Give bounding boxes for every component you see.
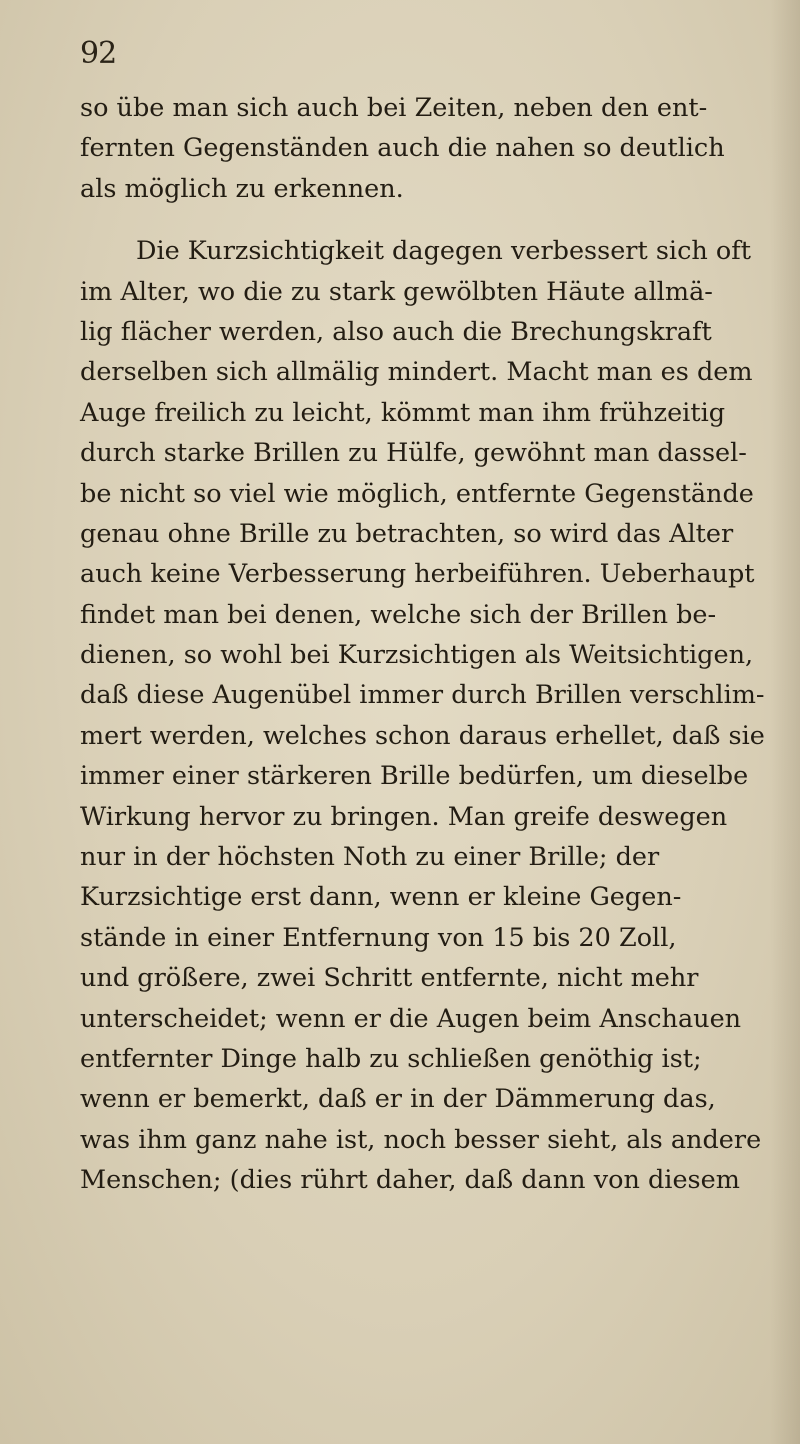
text-line: genau ohne Brille zu betrachten, so wird das Alter xyxy=(80,518,734,549)
text-line: im Alter, wo die zu stark gewölbten Häute allmä- xyxy=(80,276,713,307)
text-line: als möglich zu erkennen. xyxy=(80,173,404,204)
text-line: dienen, so wohl bei Kurzsichtigen als Weitsichtigen, xyxy=(80,640,754,671)
page-number: 92 xyxy=(80,36,117,71)
text-line: stände in einer Entfernung von 15 bis 20 Zoll, xyxy=(80,922,677,953)
text-line: und größere, zwei Schritt entfernte, nicht mehr xyxy=(80,963,699,994)
page-edge-shadow xyxy=(770,0,800,1444)
text-line: derselben sich allmälig mindert. Macht man es dem xyxy=(80,357,753,388)
text-line: Wirkung hervor zu bringen. Man greife deswegen xyxy=(80,801,728,832)
text-line: wenn er bemerkt, daß er in der Dämmerung das, xyxy=(80,1084,716,1115)
text-line: nur in der höchsten Noth zu einer Brille; der xyxy=(80,842,660,873)
text-line: findet man bei denen, welche sich der Brillen be- xyxy=(80,599,717,630)
text-line: auch keine Verbesserung herbeiführen. Ueberhaupt xyxy=(80,559,755,590)
text-line: lig flächer werden, also auch die Brechungskraft xyxy=(80,316,712,347)
text-line: mert werden, welches schon daraus erhellet, daß sie xyxy=(80,720,765,751)
text-line: daß diese Augenübel immer durch Brillen verschlim- xyxy=(80,680,765,711)
text-line: was ihm ganz nahe ist, noch besser sieht, als andere xyxy=(80,1124,762,1155)
text-line: unterscheidet; wenn er die Augen beim Anschauen xyxy=(80,1003,742,1034)
text-line: Kurzsichtige erst dann, wenn er kleine Gegen- xyxy=(80,882,682,913)
text-line: so übe man sich auch bei Zeiten, neben den ent- xyxy=(80,93,708,123)
paragraph-gap xyxy=(80,209,780,231)
text-line: entfernter Dinge halb zu schließen genöthig ist; xyxy=(80,1043,702,1074)
body-text xyxy=(80,88,780,1201)
text-line: durch starke Brillen zu Hülfe, gewöhnt man dassel- xyxy=(80,438,747,469)
text-line: Menschen; (dies rührt daher, daß dann von diesem xyxy=(80,1165,740,1196)
text-line: immer einer stärkeren Brille bedürfen, um dieselbe xyxy=(80,761,749,792)
text-line: fernten Gegenständen auch die nahen so deutlich xyxy=(80,133,725,164)
text-line: Auge freilich zu leicht, kömmt man ihm frühzeitig xyxy=(80,397,726,428)
text-line: Die Kurzsichtigkeit dagegen verbessert sich oft xyxy=(136,236,751,267)
text-line: be nicht so viel wie möglich, entfernte Gegenstände xyxy=(80,478,754,509)
